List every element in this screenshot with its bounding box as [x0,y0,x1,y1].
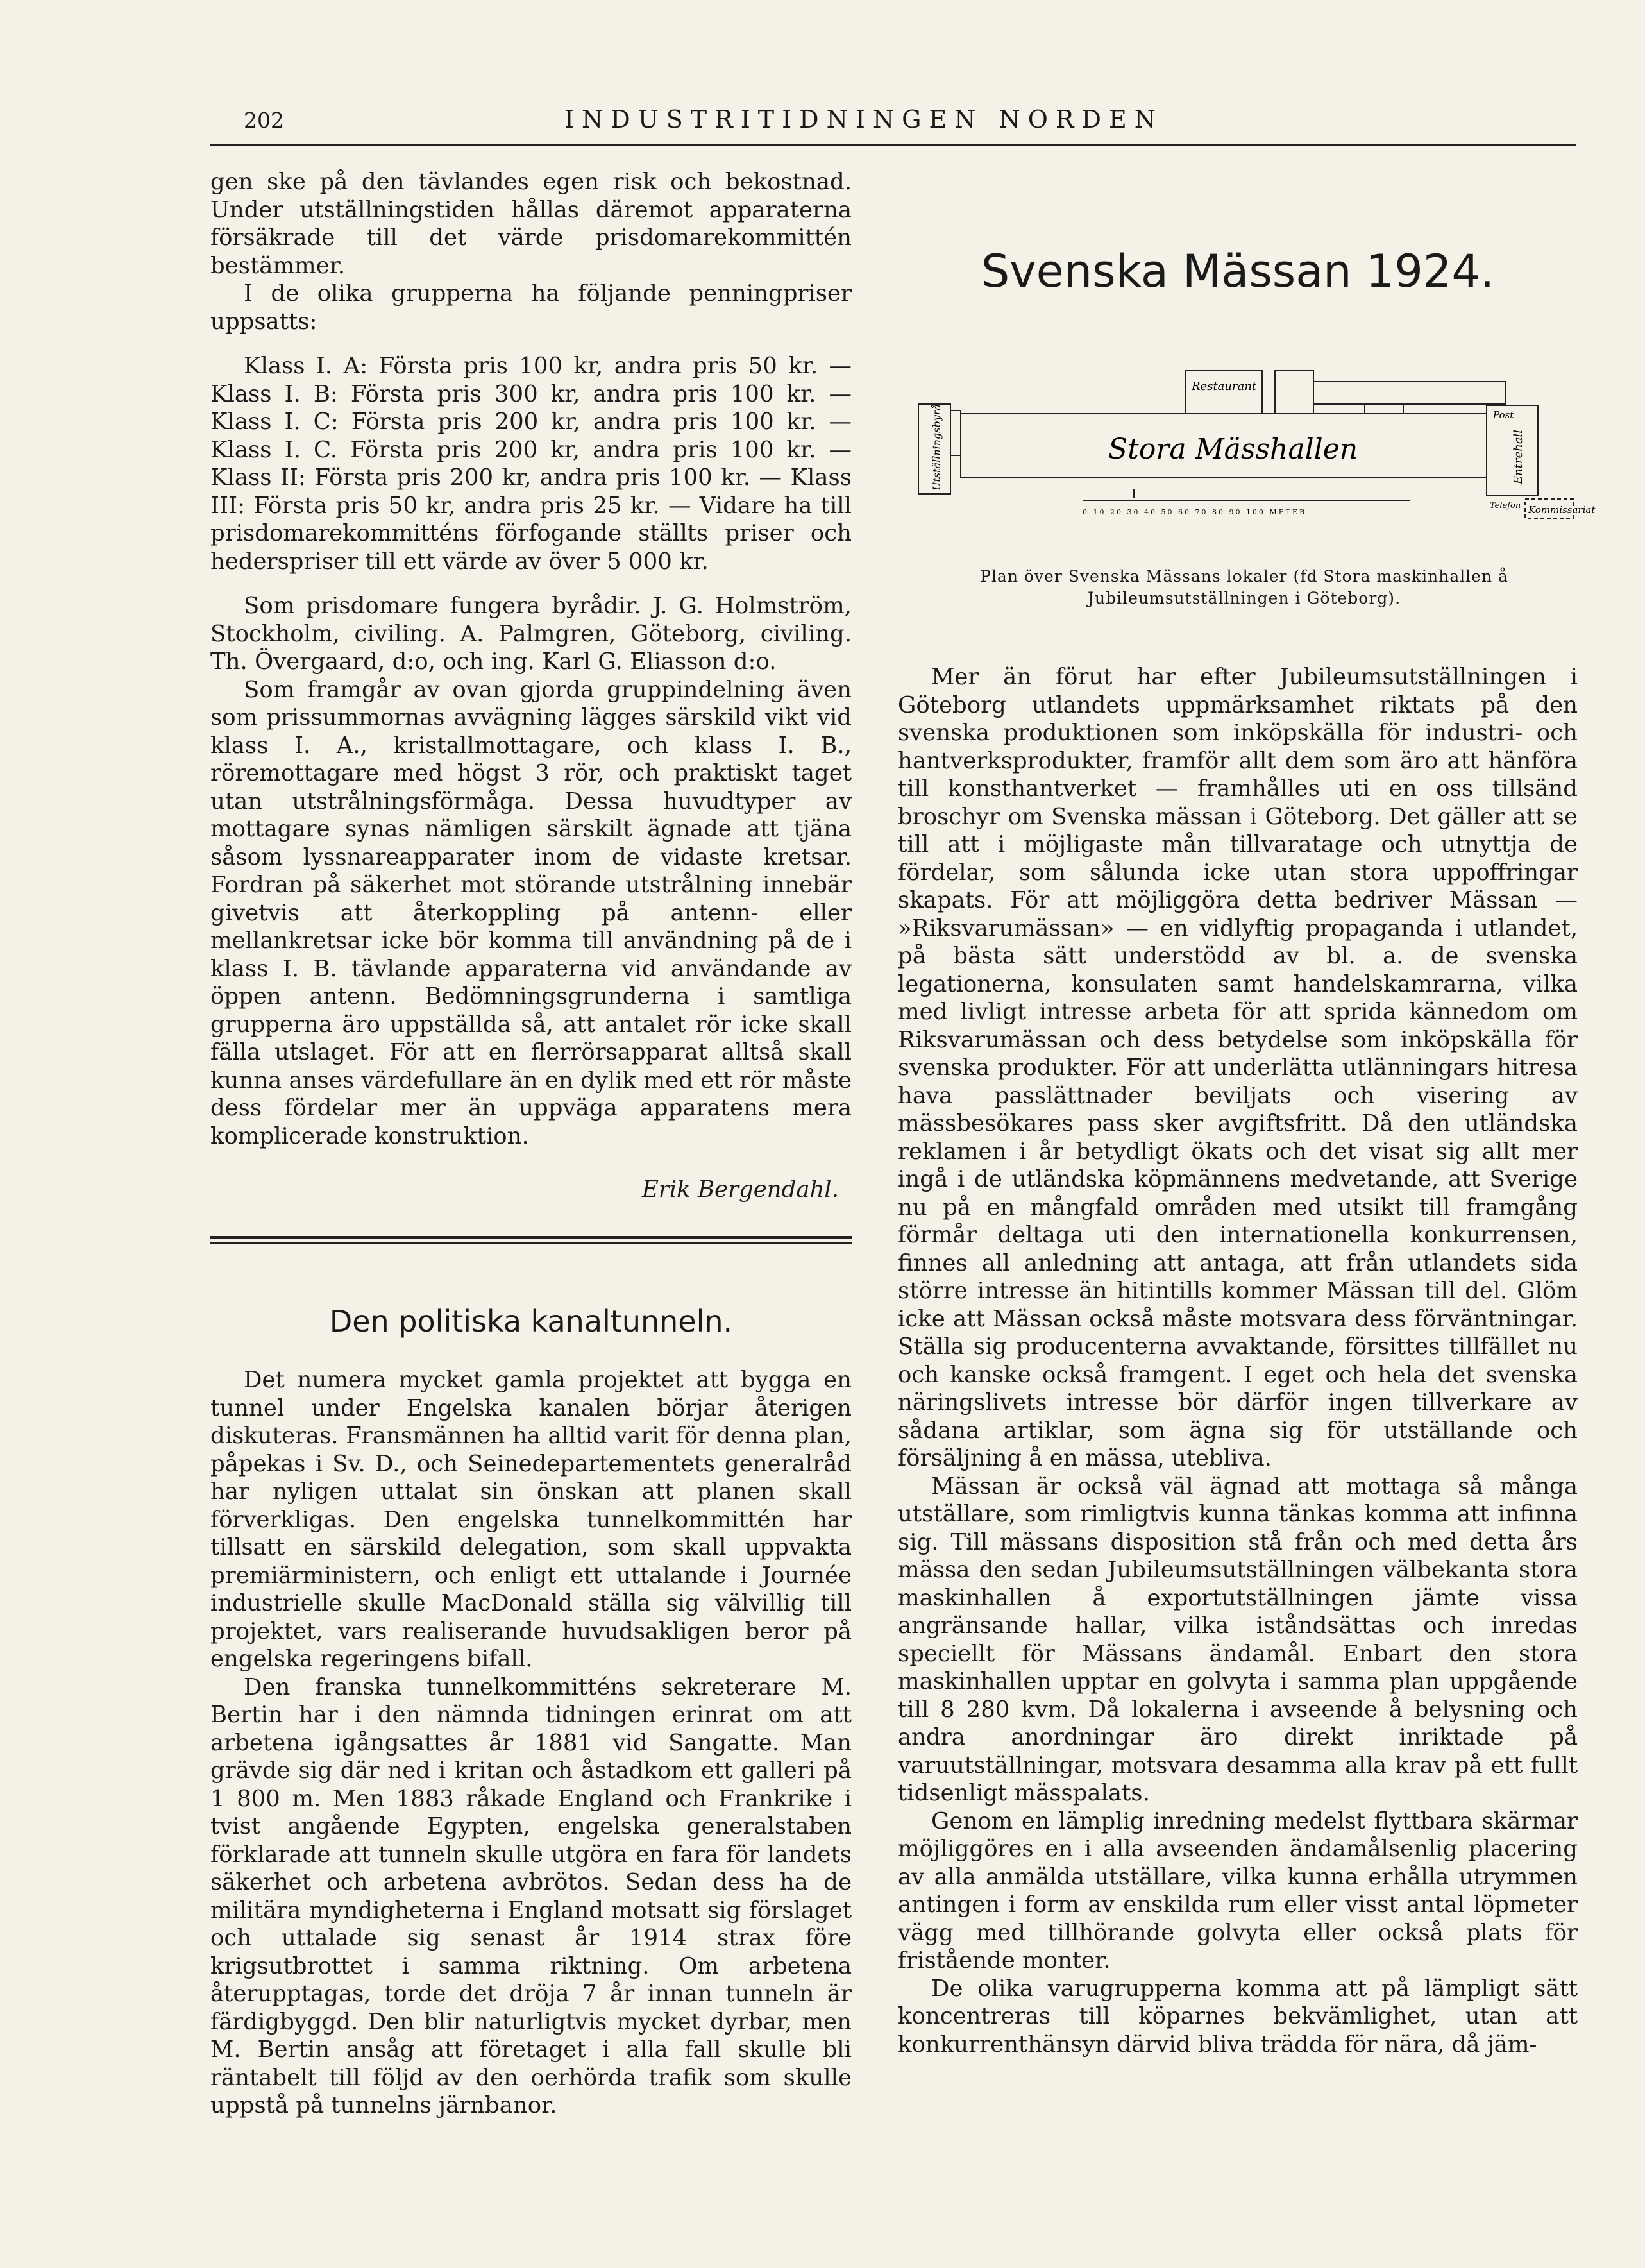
plan-scale: 0 10 20 30 40 50 60 70 80 90 100 METER [1083,508,1307,516]
article-paragraph: Den franska tunnelkommitténs sekreterare M. Bertin har i den nämnda tidningen erinrat om att arbetena igångsattes år 1881 vid Sangatte. Man grävde sig där ned i kritan och åstadkom ett galleri på 1 800 m. Men 1883 råkade England och Frankrike i tvist angående Egypten, engelska generalstaben förklarade att tunneln skulle utgöra en fara för landets säkerhet och arbetena avbrötos. Sedan dess ha de militära myndigheterna i England motsatt sig förslaget och uttalade sig senast år 1914 strax före krigsutbrottet i samma riktning. Om arbetena återupptagas, torde det dröja 7 år innan tunneln är färdigbyggd. Den blir naturligtvis mycket dyrbar, men M. Bertin ansåg att företaget i alla fall skulle bli räntabelt till följd av den oerhörda trafik som skulle uppstå på tunnelns järnbanor. [210,1673,852,2119]
left-paragraph: I de olika grupperna ha följande penningpriser uppsatts: [210,280,852,335]
header-rule [210,144,1576,146]
article-paragraph: Mässan är också väl ägnad att mottaga så många utställare, som rimligtvis kunna tänkas komma att infinna sig. Till mässans disposition stå från och med detta års mässa den sedan Jubileumsutställningen välbekanta stora maskinhallen å exportutställningen jämte vissa angränsande hallar, vilka iståndsättas och inredas speciellt för Mässans ändamål. Enbart den stora maskinhallen upptar en golvyta i samma plan uppgående till 8 280 kvm. Då lokalerna i avseende å belysning och andra anordningar äro direkt inriktade på varuutställningar, motsvara desamma alla krav på ett fullt tidsenligt mässpalats. [898,1473,1578,1806]
separator-rule [210,1242,852,1244]
left-column [210,168,852,2120]
running-head: INDUSTRITIDNINGEN NORDEN [564,105,1163,133]
author-signature: Erik Bergendahl. [641,1176,839,1203]
separator-rule [210,1236,852,1239]
article-paragraph: Mer än förut har efter Jubileumsutställningen i Göteborg utlandets uppmärksamhet riktats på den svenska produktionen som inköpskälla för industri- och hantverksprodukter, framför allt dem som äro att hänföra till konsthantverket — framhålles uti en oss tillsänd broschyr om Svenska mässan i Göteborg. Det gäller att se till att i möjligaste mån tillvaratage och utnyttja de fördelar, som sålunda icke utan stora uppoffringar skapats. För att möjliggöra detta bedriver Mässan — »Riksvarumässan» — en vidlyftig propaganda i utlandet, på bästa sätt understödd av bl. a. de svenska legationerna, konsulaten samt handelskamrarna, vilka med livligt intresse arbeta för att sprida kännedom om Riksvarumässan och dess betydelse som inköpskälla för svenska produkter. För att underlätta utlänningars hitresa hava passlättnader beviljats och visering av mässbesökares pass sker avgiftsfritt. Då den utländska reklamen i år betydligt ökats och det visat sig allt mer ingå i de utländska köpmännens medvetande, att Sverige nu på en mångfald områden med utsikt till framgång förmår deltaga uti den internationella konkurrensen, finnes all anledning att antaga, att från utlandets sida större intresse än hitintills kommer Mässan till del. Glöm icke att Mässan också måste motsvara dess förväntningar. Ställa sig producenterna avvaktande, försittes tillfället nu och kanske också framgent. I eget och hela det svenska näringslivets intresse bör därför ingen tillverkare av sådana artiklar, som ägna sig för utställande och försäljning å en mässa, utebliva. [898,664,1578,1471]
left-paragraph: gen ske på den tävlandes egen risk och bekostnad. Under utställningstiden hållas däremot apparaterna försäkrade till det värde prisdomarekommittén bestämmer. [210,169,852,279]
right-column [898,663,1578,2058]
page-number: 202 [244,108,284,133]
plan-label-post: Post [1493,409,1514,421]
left-paragraph: Som prisdomare fungera byrådir. J. G. Holmström, Stockholm, civiling. A. Palmgren, Göteborg, civiling. Th. Övergaard, d:o, och ing. Karl G. Eliasson d:o. [210,593,852,675]
prize-list: Klass I. A: Första pris 100 kr, andra pris 50 kr. — Klass I. B: Första pris 300 kr, andra pris 100 kr. — Klass I. C: Första pris 200 kr, andra pris 100 kr. — Klass I. C. Första pris 200 kr, andra pris 100 kr. — Klass II: Första pris 200 kr, andra pris 100 kr. — Klass III: Första pris 50 kr, andra pris 25 kr. — Vidare ha till prisdomarekommitténs förfogande ställts priser och hederspriser till ett värde av över 5 000 kr. [210,353,852,575]
article-paragraph: De olika varugrupperna komma att på lämpligt sätt koncentreras till köparnes bekvämlighet, utan att konkurrenthänsyn därvid bliva trädda för nära, då jäm- [898,1975,1578,2058]
figure-caption: Plan över Svenska Mässans lokaler (fd Stora maskinhallen å Jubileumsutställningen i Göteborg). [980,567,1508,607]
article-paragraph: Det numera mycket gamla projektet att bygga en tunnel under Engelska kanalen börjar återigen diskuteras. Fransmännen ha alltid varit för denna plan, påpekas i Sv. D., och Seinedepartementets generalråd har nyligen uttalat sin önskan att planen skall förverkligas. Den engelska tunnelkommittén har tillsatt en särskild delegation, som skall uppvakta premiärministern, och enligt ett uttalande i Journée industrielle skulle MacDonald ställa sig välvillig till projektet, vars realiserande huvudsakligen beror på engelska regeringens bifall. [210,1367,852,1672]
article-paragraph: Genom en lämplig inredning medelst flyttbara skärmar möjliggöres en i alla avseenden ändamålsenlig placering av alla anmälda utställare, vilka kunna erhålla utrymmen antingen i form av enskilda rum eller visst antal löpmeter vägg med tillhörande golvyta eller också plats för fristående monter. [898,1807,1578,1974]
plan-label-annex: Utställningsbyrå [931,404,943,491]
article-title: Den politiska kanaltunneln. [329,1303,733,1339]
plan-label-entrance: Entrehall [1512,429,1525,484]
plan-label-kommissariat: Kommissariat [1528,504,1596,516]
article-title: Svenska Mässan 1924. [981,245,1495,298]
plan-label-main-hall: Stora Mässhallen [1108,433,1358,466]
left-paragraph: Som framgår av ovan gjorda gruppindelning även som prissummornas avvägning lägges särskild vikt vid klass I. A., kristallmottagare, och klass I. B., röremottagare med högst 3 rör, och praktiskt taget utan utstrålningsförmåga. Dessa huvudtyper av mottagare synas nämligen särskilt ägnade att tjäna såsom lyssnareapparater inom de vidaste kretsar. Fordran på säkerhet mot störande utstrålning innebär givetvis att återkoppling på antenn- eller mellankretsar icke bör komma till användning på de i klass I. B. tävlande apparaterna vid användande av öppen antenn. Bedömningsgrunderna i samtliga grupperna äro uppställda så, att antalet rör icke skall fälla utslaget. För att en flerrörsapparat alltså skall kunna anses värdefullare än en dylik med ett rör måste dess fördelar mer än uppväga apparatens mera komplicerade konstruktion. [210,676,852,1149]
floor-plan [916,346,1596,539]
plan-label-telefon: Telefon [1490,501,1521,511]
plan-label-restaurant: Restaurant [1192,380,1257,393]
